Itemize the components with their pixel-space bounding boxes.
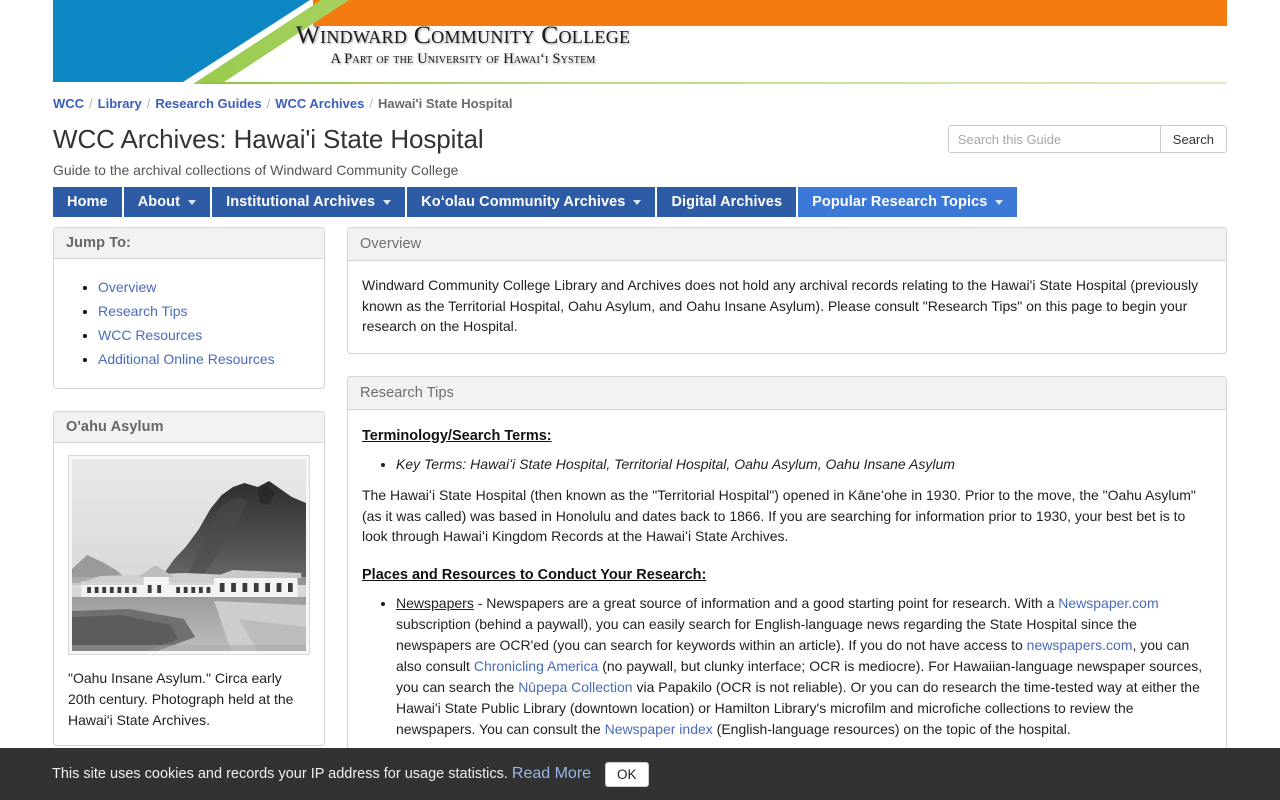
history-paragraph: The Hawaiʻi State Hospital (then known as the "Territorial Hospital") opened in Kāneʻohe in 1930. Prior to the move, the "Oahu Asylum" (as it was called) was based in Honolulu and dates back to 1866. If you are searching for information prior to 1930, your best bet is to look through Hawaiʻi Kingdom Records at the Hawaiʻi State Archives.	[362, 487, 1196, 544]
chevron-down-icon	[995, 200, 1003, 205]
jump-to-box	[53, 227, 325, 389]
link-nupepa-collection[interactable]: Nūpepa Collection	[518, 679, 633, 695]
newspapers-text-3: , you can also consult	[396, 637, 1190, 674]
breadcrumb-item-current: Hawai'i State Hospital	[377, 96, 513, 111]
newspapers-text-2: subscription (behind a paywall), you can easily search for English-language news regarding the State Hospital since the newspapers are OCR'ed (you can search for keywords within an article). If you do not have access to	[396, 616, 1137, 653]
chevron-down-icon	[633, 200, 641, 205]
photo-frame	[68, 455, 310, 655]
newspapers-term: Newspapers	[396, 595, 474, 611]
research-tips-title: Research Tips	[348, 377, 1226, 410]
guide-search	[948, 125, 1227, 153]
jump-link-additional-online-resources[interactable]: Additional Online Resources	[98, 351, 275, 367]
list-item	[396, 454, 1212, 475]
newspapers-text-1: - Newspapers are a great source of information and a good starting point for research. With a	[473, 595, 1059, 611]
link-newspapers-com[interactable]: newspapers.com	[1026, 637, 1133, 653]
jump-link-research-tips[interactable]: Research Tips	[98, 303, 188, 319]
breadcrumb-item-research-guides[interactable]: Research Guides	[155, 96, 262, 111]
research-tips-box	[347, 376, 1227, 768]
cookie-ok-button[interactable]: OK	[605, 762, 649, 787]
link-newspaper-index[interactable]: Newspaper index	[604, 721, 713, 737]
breadcrumb-separator: /	[89, 96, 93, 111]
overview-box	[347, 227, 1227, 354]
breadcrumb-separator: /	[369, 96, 373, 111]
breadcrumb-item-wcc[interactable]: WCC	[53, 96, 85, 111]
newspapers-text-4: (no paywall, but clunky interface; OCR is mediocre). For Hawaiian-language newspaper sources, you can search the	[396, 658, 1203, 695]
nav-tab-institutional-archives[interactable]	[212, 187, 407, 217]
page-title: WCC Archives: Hawai'i State Hospital	[53, 124, 484, 154]
nav-tab-label: Home	[67, 194, 108, 210]
college-logo	[203, 22, 723, 68]
nav-tab-label: Institutional Archives	[226, 194, 376, 210]
site-masthead	[53, 0, 1227, 87]
overview-body: Windward Community College Library and Archives does not hold any archival records relating to the Hawai'i State Hospital (previously known as the Territorial Hospital, Oahu Asylum, and Oahu Insane Asylum). Please consult "Research Tips" on this page to begin your research on the Hospital.	[362, 277, 1199, 334]
terminology-heading: Terminology/Search Terms:	[362, 427, 552, 444]
breadcrumb	[53, 87, 1227, 115]
newspapers-text-6: (English-language resources) on the topic of the hospital.	[712, 721, 1071, 737]
breadcrumb-item-library[interactable]: Library	[97, 96, 142, 111]
places-heading: Places and Resources to Conduct Your Research:	[362, 566, 707, 583]
oahu-asylum-body	[54, 443, 324, 745]
college-name: Windward Community College	[295, 20, 631, 49]
page-subtitle: Guide to the archival collections of Windward Community College	[53, 162, 459, 178]
nav-tab-digital-archives[interactable]	[657, 187, 798, 217]
chevron-down-icon	[383, 200, 391, 205]
oahu-asylum-photo[interactable]	[72, 459, 306, 651]
nav-tab-koolau-community-archives[interactable]	[407, 187, 657, 217]
jump-link-overview[interactable]: Overview	[98, 279, 157, 295]
left-sidebar	[53, 227, 325, 768]
key-terms-text: Key Terms: Hawaiʻi State Hospital, Territorial Hospital, Oahu Asylum, Oahu Insane Asylum	[396, 456, 955, 472]
cookie-banner	[0, 748, 1280, 800]
link-newspaper-com[interactable]: Newspaper.com	[1058, 595, 1159, 611]
nav-tab-home[interactable]	[53, 187, 124, 217]
breadcrumb-separator: /	[266, 96, 271, 111]
nav-tab-label: About	[137, 194, 181, 210]
jump-to-body	[54, 259, 324, 388]
nav-tab-label: Digital Archives	[671, 194, 783, 210]
nav-tab-popular-research-topics[interactable]	[798, 187, 1019, 217]
overview-title: Overview	[348, 228, 1226, 261]
research-tips-body	[348, 410, 1226, 767]
college-tagline: A Part of the University of Hawaiʻi System	[330, 50, 596, 67]
link-chronicling-america[interactable]: Chronicling America	[473, 658, 599, 674]
masthead-green-rule	[203, 82, 1227, 84]
primary-nav	[53, 187, 1227, 217]
key-terms-list	[362, 454, 1212, 475]
nav-tab-about[interactable]	[124, 187, 212, 217]
newspapers-text-5: via Papakilo (OCR is not reliable). Or you can do research the time-tested way at either the Hawai'i State Public Library (downtown location) or Hamilton Library's microfilm and microfiche collections to review the newspapers. You can consult the	[396, 679, 1200, 737]
jump-to-title: Jump To:	[54, 228, 324, 259]
list-item	[98, 325, 310, 346]
list-item	[98, 349, 310, 370]
guide-header	[53, 115, 1227, 187]
list-item	[98, 301, 310, 322]
resources-list	[362, 593, 1212, 740]
photo-caption: "Oahu Insane Asylum." Circa early 20th century. Photograph held at the Hawai'i State Archives.	[68, 670, 294, 728]
jump-link-wcc-resources[interactable]: WCC Resources	[98, 327, 203, 343]
search-input[interactable]	[948, 125, 1160, 153]
chevron-down-icon	[188, 200, 196, 205]
oahu-asylum-title: O'ahu Asylum	[54, 412, 324, 443]
nav-tab-label: Popular Research Topics	[812, 194, 988, 210]
search-button[interactable]: Search	[1160, 125, 1227, 153]
cookie-read-more-link[interactable]: Read More	[511, 765, 592, 782]
oahu-asylum-box	[53, 411, 325, 746]
content-area	[53, 227, 1227, 789]
list-item	[98, 277, 310, 298]
jump-to-list	[68, 277, 310, 370]
nav-tab-label: Koʻolau Community Archives	[421, 194, 626, 210]
cookie-banner-text: This site uses cookies and records your IP address for usage statistics.	[52, 766, 508, 782]
list-item-newspapers	[396, 593, 1212, 740]
breadcrumb-separator: /	[146, 96, 151, 111]
main-column	[347, 227, 1227, 789]
breadcrumb-item-wcc-archives[interactable]: WCC Archives	[275, 96, 365, 111]
